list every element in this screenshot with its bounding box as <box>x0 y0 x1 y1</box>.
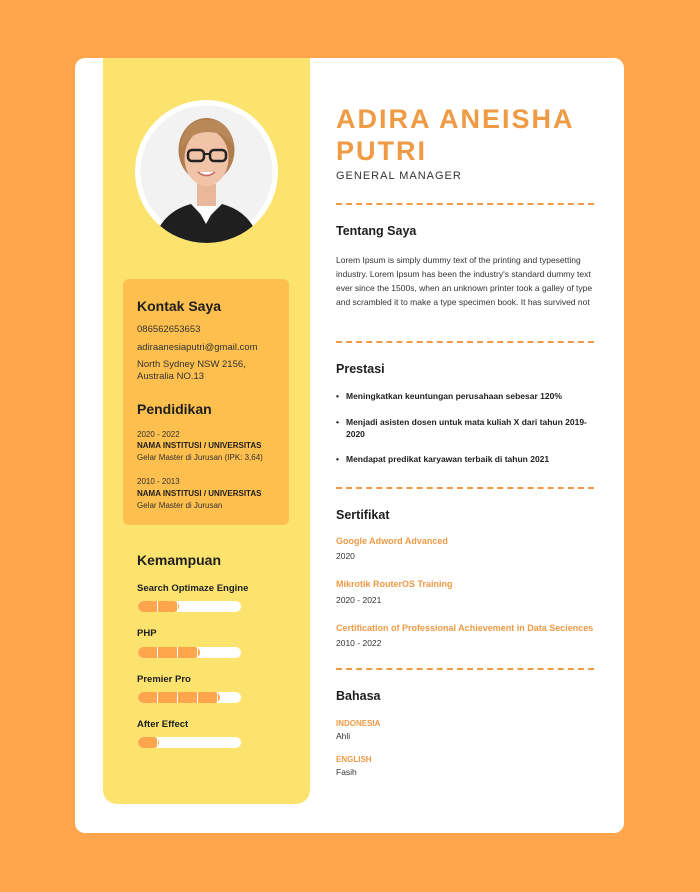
languages-heading: Bahasa <box>336 689 381 703</box>
skill-label: Search Optimaze Engine <box>137 583 249 594</box>
education-years: 2010 - 2013 <box>137 477 180 486</box>
section-divider <box>336 668 594 670</box>
section-divider <box>336 487 594 489</box>
skill-label: Premier Pro <box>137 674 191 685</box>
language-level: Ahli <box>336 731 351 741</box>
achievement-item: • Mendapat predikat karyawan terbaik di tahun 2021 <box>336 454 550 464</box>
education-heading: Pendidikan <box>137 401 212 417</box>
profile-photo <box>135 100 278 243</box>
achievement-item: • Meningkatkan keuntungan perusahaan sebesar 120% <box>336 391 562 401</box>
skill-label: After Effect <box>137 719 189 730</box>
certificate-years: 2020 <box>336 551 355 561</box>
contact-address: North Sydney NSW 2156, Australia NO.13 <box>137 359 246 382</box>
certificate-years: 2020 - 2021 <box>336 595 382 605</box>
certificate-years: 2010 - 2022 <box>336 638 382 648</box>
education-degree: Gelar Master di Jurusan <box>137 501 223 510</box>
contact-email: adiraanesiaputri@gmail.com <box>137 342 258 353</box>
skill-label: PHP <box>137 628 157 639</box>
skill-bar <box>138 692 241 703</box>
education-institution: NAMA INSTITUSI / UNIVERSITAS <box>137 489 262 498</box>
about-text: Lorem Ipsum is simply dummy text of the printing and typesetting industry. Lorem Ipsum has been the industry's standard dummy text ever since the 1500s, when an unknown printer took a galley of type and scrambled it to make a type specimen book. It has survived not <box>336 255 593 307</box>
education-institution: NAMA INSTITUSI / UNIVERSITAS <box>137 441 262 450</box>
skill-bar-fill <box>138 692 220 703</box>
certificate-title: Mikrotik RouterOS Training <box>336 579 453 589</box>
skill-bar-fill <box>138 737 159 748</box>
certificate-title: Google Adword Advanced <box>336 536 448 546</box>
contact-heading: Kontak Saya <box>137 298 222 314</box>
section-divider <box>336 203 594 205</box>
skill-bar-fill <box>138 647 200 658</box>
achievement-item: • Menjadi asisten dosen untuk mata kuliah X dari tahun 2019-2020 <box>336 417 587 439</box>
language-level: Fasih <box>336 767 357 777</box>
certificates-heading: Sertifikat <box>336 508 390 522</box>
skill-bar <box>138 601 241 612</box>
skills-heading: Kemampuan <box>137 552 222 568</box>
skill-bar <box>138 737 241 748</box>
profile-name: ADIRA ANEISHA PUTRI <box>336 104 574 166</box>
language-name: INDONESIA <box>336 719 381 728</box>
contact-phone: 086562653653 <box>137 324 201 335</box>
skill-bar-fill <box>138 601 179 612</box>
certificate-title: Certification of Professional Achievement in Data Seciences <box>336 623 594 633</box>
section-divider <box>336 341 594 343</box>
skill-bar <box>138 647 241 658</box>
language-name: ENGLISH <box>336 755 372 764</box>
achievements-heading: Prestasi <box>336 362 385 376</box>
profile-title: GENERAL MANAGER <box>336 170 462 182</box>
about-heading: Tentang Saya <box>336 224 417 238</box>
education-degree: Gelar Master di Jurusan (IPK: 3,64) <box>137 453 263 462</box>
education-years: 2020 - 2022 <box>137 430 180 439</box>
